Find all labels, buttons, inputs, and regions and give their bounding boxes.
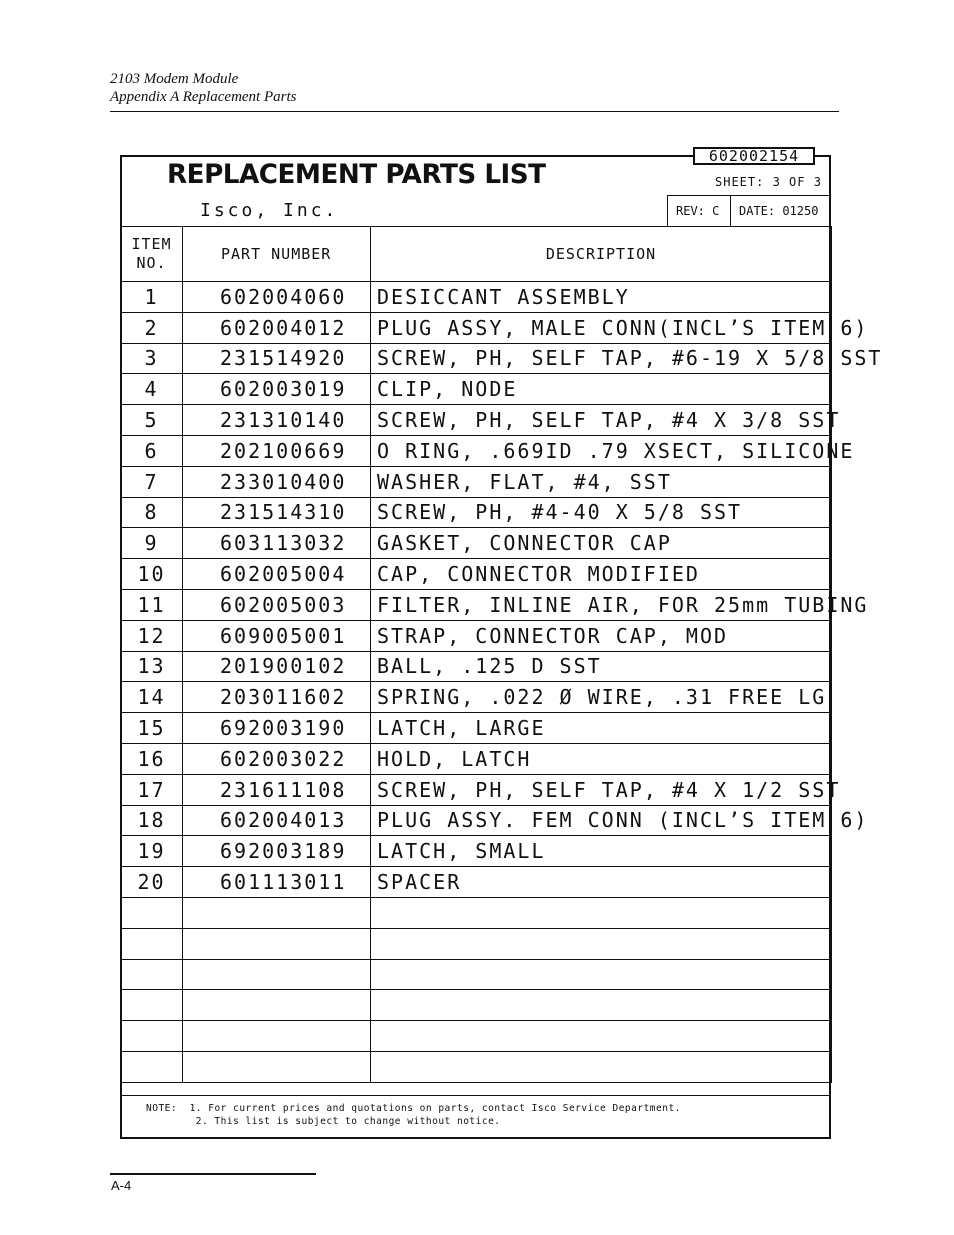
empty-table-row: [121, 897, 832, 928]
table-row: [121, 805, 832, 836]
column-header-part-number: PART NUMBER: [183, 227, 371, 282]
part-number-cell: 231514920: [183, 343, 371, 374]
item-number-cell: 17: [121, 774, 183, 805]
part-number-cell: 609005001: [183, 620, 371, 651]
column-header-item-line2: NO.: [136, 254, 167, 272]
running-header: [110, 70, 296, 106]
empty-cell: [121, 1021, 183, 1052]
item-number-cell: 5: [121, 405, 183, 436]
empty-cell: [371, 1021, 832, 1052]
empty-cell: [371, 897, 832, 928]
company-name: Isco, Inc.: [200, 200, 339, 221]
empty-cell: [183, 928, 371, 959]
table-row: [121, 774, 832, 805]
description-cell: HOLD, LATCH: [371, 743, 832, 774]
parts-table: [120, 226, 883, 1083]
table-row: [121, 867, 832, 898]
description-cell: WASHER, FLAT, #4, SST: [371, 466, 832, 497]
item-number-cell: 8: [121, 497, 183, 528]
table-row: [121, 497, 832, 528]
column-header-description: DESCRIPTION: [371, 227, 832, 282]
table-row: [121, 374, 832, 405]
table-row: [121, 343, 832, 374]
item-number-cell: 15: [121, 713, 183, 744]
table-row: [121, 589, 832, 620]
description-cell: BALL, .125 D SST: [371, 651, 832, 682]
column-header-item-line1: ITEM: [131, 235, 172, 253]
table-header-row: [121, 227, 832, 282]
empty-cell: [371, 1051, 832, 1082]
empty-cell: [183, 1051, 371, 1082]
empty-cell: [183, 990, 371, 1021]
item-number-cell: 7: [121, 466, 183, 497]
part-number-cell: 602004013: [183, 805, 371, 836]
description-cell: SCREW, PH, SELF TAP, #4 X 3/8 SST: [371, 405, 832, 436]
description-cell: LATCH, LARGE: [371, 713, 832, 744]
table-row: [121, 836, 832, 867]
table-row: [121, 405, 832, 436]
description-cell: STRAP, CONNECTOR CAP, MOD: [371, 620, 832, 651]
description-cell: PLUG ASSY. FEM CONN (INCL’S ITEM 6): [371, 805, 832, 836]
empty-table-row: [121, 1051, 832, 1082]
empty-cell: [121, 897, 183, 928]
running-header-section: Appendix A Replacement Parts: [110, 89, 297, 105]
table-row: [121, 651, 832, 682]
part-number-cell: 692003190: [183, 713, 371, 744]
item-number-cell: 10: [121, 559, 183, 590]
description-cell: LATCH, SMALL: [371, 836, 832, 867]
part-number-cell: 231310140: [183, 405, 371, 436]
table-row: [121, 528, 832, 559]
item-number-cell: 14: [121, 682, 183, 713]
notes-label: NOTE:: [146, 1103, 178, 1114]
sheet-number: SHEET: 3 OF 3: [715, 175, 822, 189]
item-number-cell: 16: [121, 743, 183, 774]
item-number-cell: 6: [121, 435, 183, 466]
page-number: A-4: [111, 1178, 132, 1193]
part-number-cell: 202100669: [183, 435, 371, 466]
table-row: [121, 743, 832, 774]
table-row: [121, 682, 832, 713]
footer-rule: [110, 1173, 316, 1175]
part-number-cell: 601113011: [183, 867, 371, 898]
description-cell: FILTER, INLINE AIR, FOR 25mm TUBING: [371, 589, 832, 620]
empty-cell: [183, 1021, 371, 1052]
header-rule: [110, 111, 839, 112]
date-box: DATE: 01250: [730, 195, 831, 226]
empty-table-row: [121, 990, 832, 1021]
description-cell: SPACER: [371, 867, 832, 898]
description-cell: SCREW, PH, #4-40 X 5/8 SST: [371, 497, 832, 528]
description-cell: CLIP, NODE: [371, 374, 832, 405]
part-number-cell: 231514310: [183, 497, 371, 528]
table-row: [121, 435, 832, 466]
item-number-cell: 3: [121, 343, 183, 374]
description-cell: PLUG ASSY, MALE CONN(INCL’S ITEM 6): [371, 312, 832, 343]
part-number-cell: 603113032: [183, 528, 371, 559]
description-cell: SCREW, PH, SELF TAP, #4 X 1/2 SST: [371, 774, 832, 805]
part-number-cell: 602003022: [183, 743, 371, 774]
item-number-cell: 13: [121, 651, 183, 682]
item-number-cell: 19: [121, 836, 183, 867]
description-cell: DESICCANT ASSEMBLY: [371, 282, 832, 313]
part-number-cell: 233010400: [183, 466, 371, 497]
table-row: [121, 559, 832, 590]
part-number-cell: 231611108: [183, 774, 371, 805]
part-number-cell: 201900102: [183, 651, 371, 682]
empty-cell: [371, 928, 832, 959]
revision-box: REV: C: [667, 195, 731, 226]
part-number-cell: 692003189: [183, 836, 371, 867]
item-number-cell: 20: [121, 867, 183, 898]
empty-table-row: [121, 1021, 832, 1052]
sheet-title: REPLACEMENT PARTS LIST: [167, 159, 546, 190]
description-cell: GASKET, CONNECTOR CAP: [371, 528, 832, 559]
part-number-cell: 602005003: [183, 589, 371, 620]
item-number-cell: 11: [121, 589, 183, 620]
note-2: 2. This list is subject to change without notice.: [195, 1115, 501, 1127]
empty-cell: [183, 959, 371, 990]
document-number: 602002154: [693, 147, 815, 165]
part-number-cell: 602004060: [183, 282, 371, 313]
part-number-cell: 203011602: [183, 682, 371, 713]
table-row: [121, 620, 832, 651]
description-cell: O RING, .669ID .79 XSECT, SILICONE: [371, 435, 832, 466]
item-number-cell: 9: [121, 528, 183, 559]
item-number-cell: 2: [121, 312, 183, 343]
empty-cell: [371, 990, 832, 1021]
table-row: [121, 282, 832, 313]
part-number-cell: 602004012: [183, 312, 371, 343]
running-header-title: 2103 Modem Module: [110, 71, 239, 87]
item-number-cell: 18: [121, 805, 183, 836]
description-cell: SCREW, PH, SELF TAP, #6-19 X 5/8 SST: [371, 343, 832, 374]
notes-rule: [120, 1095, 831, 1096]
item-number-cell: 1: [121, 282, 183, 313]
column-header-item: [121, 227, 183, 282]
empty-table-row: [121, 928, 832, 959]
description-cell: SPRING, .022 Ø WIRE, .31 FREE LG: [371, 682, 832, 713]
empty-cell: [121, 928, 183, 959]
empty-cell: [183, 897, 371, 928]
table-row: [121, 312, 832, 343]
note-1: 1. For current prices and quotations on parts, contact Isco Service Department.: [189, 1103, 681, 1114]
empty-cell: [371, 959, 832, 990]
description-cell: CAP, CONNECTOR MODIFIED: [371, 559, 832, 590]
table-row: [121, 466, 832, 497]
item-number-cell: 12: [121, 620, 183, 651]
table-row: [121, 713, 832, 744]
part-number-cell: 602005004: [183, 559, 371, 590]
empty-cell: [121, 990, 183, 1021]
item-number-cell: 4: [121, 374, 183, 405]
empty-cell: [121, 959, 183, 990]
empty-cell: [121, 1051, 183, 1082]
empty-table-row: [121, 959, 832, 990]
notes-block: [146, 1103, 681, 1128]
part-number-cell: 602003019: [183, 374, 371, 405]
